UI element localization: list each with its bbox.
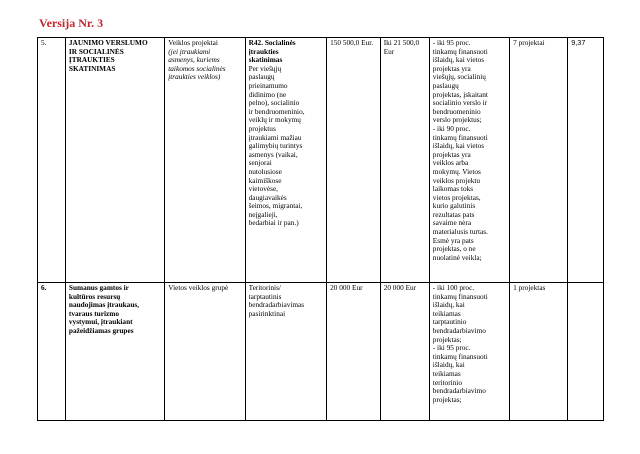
criteria-title-line: skatinimas [248,56,283,65]
score-cell [568,38,604,283]
criteria-text-line: pelno), socialinio [248,99,300,108]
intensity-line: - iki 90 proc. [432,124,471,133]
projects-count: 7 projektai [513,38,545,47]
criteria-text-line: bendradarbiavimas [248,301,305,310]
table-row-5 [38,38,604,283]
intensity-line: paslaugų [432,81,459,90]
budget-cell [327,38,381,283]
measure-title-line: naudojimas įtraukaus, [68,301,140,310]
score-value: 9,37 [571,38,586,47]
criteria-text-line: kaimiškose [248,176,282,185]
applicant-type: Veiklos projektai [168,39,218,47]
intensity-line: socialinio verslo ir [432,99,488,108]
max-support-cell [380,38,429,283]
budget-value: 150 500,0 Eur. [330,38,374,47]
intensity-line: tinkamų finansuoti [432,292,488,301]
intensity-line: išlaidų, kai vietos [432,142,485,151]
intensity-line: kurio galutinis [432,202,476,211]
intensity-line: mokymų. Vietos [432,167,481,176]
version-label: Versija Nr. 3 [39,16,104,30]
applicant-note-line: asmenys, kuriems [168,56,220,65]
intensity-cell [429,283,509,421]
intensity-line: materialusis turtas. [432,228,488,237]
measure-title-line: IR SOCIALINĖS [68,47,124,56]
intensity-line: savaime nėra [432,219,472,228]
max-support-value: Iki 21 500,0 Eur [383,38,420,56]
budget-value: 20 000 Eur [330,283,363,292]
applicant-note [168,48,241,82]
criteria-text-line: bedarbiai ir pan.) [248,219,299,228]
criteria-text-line: šeimos, migrantai, [248,202,303,211]
intensity-line: tinkamų finansuoti [432,133,488,142]
criteria-text-line: veiklų ir mokymų [248,116,301,125]
intensity-line: verslo projektus; [432,116,482,125]
measure-title [65,38,164,283]
intensity-line: išlaidų, kai [432,361,465,370]
applicant-note-line: (jei įtraukiami [168,47,211,56]
intensity-line: - iki 95 proc. [432,39,471,47]
intensity-line: bendradarbiavimo [432,326,486,335]
intensity-line: tinkamų finansuoti [432,352,488,361]
criteria-text-line: Teritorinis/ [248,284,281,292]
intensity-line: veiklos arba [432,159,469,168]
criteria-text-line: neįgalieji, [248,210,278,219]
intensity-line: teikiamas [432,369,461,378]
max-support-cell [380,283,429,421]
criteria-title [249,39,323,65]
criteria-text-line: pasirinktinai [248,309,286,318]
measures-table [37,37,604,421]
intensity-line: - iki 95 proc. [432,344,471,353]
criteria-text-line: didinimo (ne [248,90,287,99]
intensity-line: projektas; [432,335,462,344]
applicant-type: Vietos veiklos grupė [168,283,229,292]
projects-cell [510,38,568,283]
intensity-line: tarptautinio [432,318,467,327]
table-row-6 [38,283,604,421]
measure-title-line: ĮTRAUKTIES [68,56,115,65]
intensity-line: projektas; [432,395,462,404]
criteria-text-line: Per viešųjų [248,64,282,73]
measure-title [65,283,164,421]
criteria-text-line: tarptautinis [248,292,282,301]
budget-cell [327,283,381,421]
intensity-line: Esmė yra pats [432,236,474,245]
criteria-title-line: įtraukties [248,47,279,56]
row-number: 5. [38,38,66,283]
applicant-cell [165,38,245,283]
criteria-text-line: daugiavaikės [248,193,287,202]
intensity-line: bendruomeninio [432,107,481,116]
row-number: 6. [38,283,66,421]
criteria-text-line: asmenys (vaikai, [248,150,298,159]
measure-title-line: Sumanus gamtos ir [68,284,129,292]
criteria-cell [245,283,326,421]
projects-count: 1 projektas [513,283,546,292]
intensity-line: teikiamas [432,309,461,318]
intensity-line: tinkamų finansuoti [432,47,488,56]
intensity-line: projektas, įskaitant [432,90,488,99]
intensity-line: išlaidų, kai vietos [432,56,485,65]
intensity-line: laikomas toks [432,185,474,194]
criteria-title-line: R42. Socialinės [248,39,296,47]
criteria-text-line: galimybių turintys [248,142,303,151]
measure-title-line: kultūros resursų [68,292,121,301]
criteria-text-line: ir bendruomeninio, [248,107,305,116]
criteria-cell [245,38,326,283]
applicant-note-line: įtraukties veiklos) [168,73,221,82]
intensity-line: viešųjų, socialinių [432,73,486,82]
intensity-line: išlaidų, kai [432,301,465,310]
intensity-line: vietos projektas, [432,193,481,202]
criteria-text-line: įtraukiami mažiau [248,133,302,142]
applicant-note-line: taikomos socialinės [168,64,226,73]
intensity-line: projektas, o ne [432,245,476,254]
criteria-text [249,284,323,318]
intensity-cell [429,38,509,283]
intensity-line: projektas yra [432,64,471,73]
intensity-line: rezultatas pats [432,210,475,219]
criteria-text-line: prieinamumo [248,81,288,90]
criteria-text [249,65,323,228]
measure-title-line: vystymui, įtraukiant [68,318,133,327]
intensity-line: projektas yra [432,150,471,159]
criteria-text-line: projektus [248,124,276,133]
criteria-text-line: senjorai [248,159,272,168]
measure-title-line: JAUNIMO VERSLUMO [68,39,148,47]
measure-title-line: SKATINIMAS [68,64,116,73]
criteria-text-line: nutolusiose [248,167,282,176]
projects-cell [510,283,568,421]
intensity-line: bendradarbiavimo [432,387,486,396]
score-cell [568,283,604,421]
intensity-line: veiklos projektu [432,176,481,185]
criteria-text-line: paslaugų [248,73,275,82]
intensity-line: nuolatinė veikla; [432,253,482,262]
criteria-text-line: vietovėse, [248,185,279,194]
max-support-value: 20 000 Eur [383,283,417,292]
intensity-line: - iki 100 proc. [432,284,475,292]
intensity-line: teritorinio [432,378,462,387]
measure-title-line: tvaraus turizmo [68,309,119,318]
applicant-cell [165,283,245,421]
measure-title-line: pažeidžiamas grupes [68,326,134,335]
